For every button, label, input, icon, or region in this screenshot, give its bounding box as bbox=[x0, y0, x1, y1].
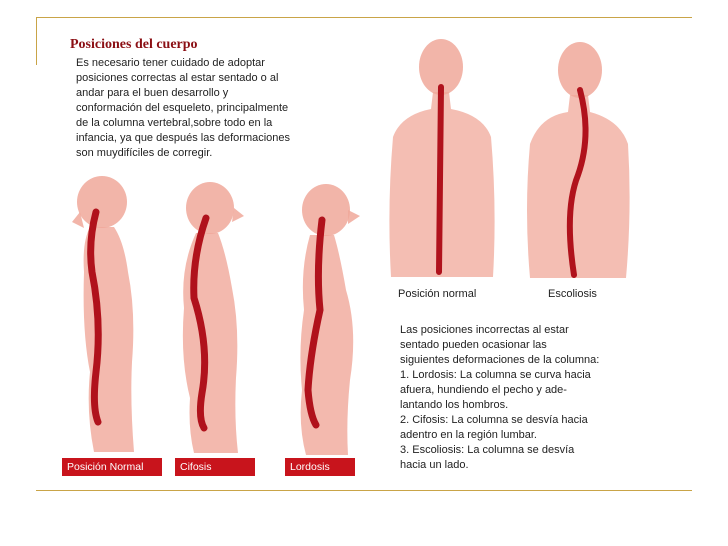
caption-posicion-normal: Posición normal bbox=[398, 288, 477, 300]
figure-back-escoliosis bbox=[518, 40, 636, 282]
deformations-line: siguientes deformaciones de la columna: bbox=[400, 354, 600, 366]
slide-title: Posiciones del cuerpo bbox=[70, 37, 198, 52]
deformations-line: 3. Escoliosis: La columna se desvía bbox=[400, 444, 575, 456]
deformations-line: Las posiciones incorrectas al estar bbox=[400, 324, 569, 336]
deformations-line: 1. Lordosis: La columna se curva hacia bbox=[400, 369, 591, 381]
caption-escoliosis: Escoliosis bbox=[548, 288, 597, 300]
intro-line: Es necesario tener cuidado de adoptar bbox=[76, 57, 265, 69]
bottom-rule bbox=[36, 490, 692, 491]
deformations-paragraph bbox=[400, 323, 640, 473]
intro-line: conformación del esqueleto, principalmente bbox=[76, 102, 289, 114]
left-rule bbox=[36, 17, 37, 65]
label-cifosis: Cifosis bbox=[175, 458, 255, 476]
top-rule bbox=[36, 17, 692, 18]
intro-line: posiciones correctas al estar sentado o al bbox=[76, 72, 279, 84]
deformations-line: lantando los hombros. bbox=[400, 399, 509, 411]
figure-cifosis-posture bbox=[172, 178, 262, 458]
label-posicion-normal: Posición Normal bbox=[62, 458, 162, 476]
figure-normal-posture bbox=[62, 172, 162, 457]
deformations-line: adentro en la región lumbar. bbox=[400, 429, 537, 441]
deformations-line: sentado pueden ocasionar las bbox=[400, 339, 547, 351]
deformations-line: hacia un lado. bbox=[400, 459, 469, 471]
deformations-line: 2. Cifosis: La columna se desvía hacia bbox=[400, 414, 588, 426]
intro-line: infancia, ya que después las deformaciones bbox=[76, 132, 291, 144]
figure-lordosis-posture bbox=[288, 180, 368, 460]
intro-line: son muydifíciles de corregir. bbox=[76, 147, 213, 159]
label-lordosis: Lordosis bbox=[285, 458, 355, 476]
intro-line: de la columna vertebral,sobre todo en la bbox=[76, 117, 273, 129]
intro-paragraph bbox=[76, 56, 326, 161]
deformations-line: afuera, hundiendo el pecho y ade- bbox=[400, 384, 567, 396]
figure-back-normal bbox=[383, 37, 501, 282]
intro-line: andar para el buen desarrollo y bbox=[76, 87, 229, 99]
